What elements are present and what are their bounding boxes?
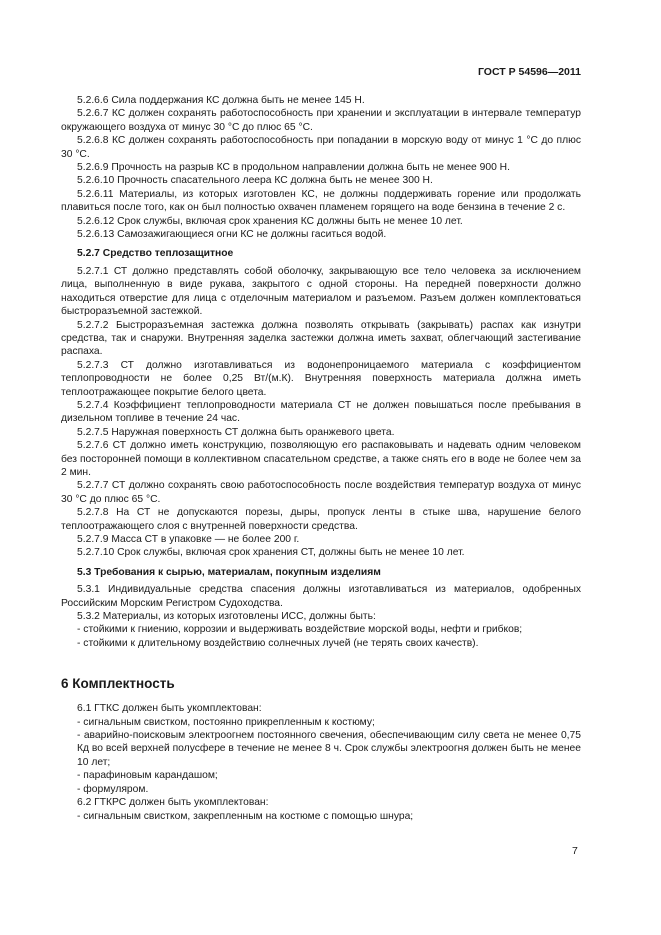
list-item: - парафиновым карандашом;	[77, 770, 218, 782]
list-item: - стойкими к длительному воздействию солнечных лучей (не терять своих качеств).	[77, 637, 479, 649]
paragraph: 5.2.7.3 СТ должно изготавливаться из водонепроницаемого материала с коэффициентом теплопроводности не более 0,25 Вт/(м.К). Внутренняя поверхность материала должна иметь теплоотражающее покрытие белого цвета.	[61, 359, 581, 398]
paragraph: 5.2.6.9 Прочность на разрыв КС в продольном направлении должна быть не менее 900 Н.	[77, 162, 510, 174]
section-heading: 5.2.7 Средство теплозащитное	[77, 248, 234, 260]
paragraph: 5.2.7.8 На СТ не допускаются порезы, дыры, пропуск ленты в стыке шва, нарушение белого теплоотражающего слоя с внутренней поверхности средства.	[61, 507, 581, 532]
paragraph: 5.2.7.9 Масса СТ в упаковке — не более 200 г.	[77, 534, 300, 545]
paragraph: 5.2.6.12 Срок службы, включая срок хранения КС должны быть не менее 10 лет.	[77, 215, 463, 227]
paragraph: 5.2.7.4 Коэффициент теплопроводности материала СТ не должен повышаться после пребывания в дизельном топливе в течение 24 час.	[61, 399, 581, 425]
paragraph: 5.3.1 Индивидуальные средства спасения должны изготавливаться из материалов, одобренных Российским Морским Регистром Судоходства.	[61, 584, 581, 609]
paragraph: 5.2.6.13 Самозажигающиеся огни КС не должны гаситься водой.	[77, 229, 387, 241]
paragraph: 5.2.7.10 Срок службы, включая срок хранения СТ, должны быть не менее 10 лет.	[77, 547, 465, 559]
chapter-heading: 6 Комплектность	[61, 676, 175, 692]
section-heading: 5.3 Требования к сырью, материалам, покупным изделиям	[77, 566, 381, 578]
list-item: - сигнальным свистком, постоянно прикрепленным к костюму;	[77, 716, 375, 728]
page-number: 7	[572, 845, 578, 857]
document-header: ГОСТ Р 54596—2011	[477, 66, 581, 78]
paragraph: 6.1 ГТКС должен быть укомплектован:	[77, 703, 262, 715]
paragraph: 5.2.7.7 СТ должно сохранять свою работоспособность после воздействия температур воздуха от минус 30 °С до плюс 65 °С.	[61, 480, 581, 505]
paragraph: 5.2.6.8 КС должен сохранять работоспособность при попадании в морскую воду от минус 1 °С до плюс 30 °С.	[61, 135, 581, 160]
paragraph: 5.2.7.1 СТ должно представлять собой оболочку, закрывающую все тело человека за исключением лица, выполненную в виде рукава, закрытого с одной стороны. На передней поверхности должно находиться отверстие для лица с отделочным материалом и разъемом. Разъем должен комплектоваться быстроразъемной застежкой.	[61, 265, 581, 318]
paragraph: 5.2.6.10 Прочность спасательного леера КС должна быть не менее 300 Н.	[77, 175, 433, 187]
paragraph: 5.2.6.11 Материалы, из которых изготовлен КС, не должны поддерживать горение или продолжать плавиться после того, как он был полностью охвачен пламенем горящего на воде бензина в течение 2 с.	[61, 188, 581, 214]
list-item: - стойкими к гниению, коррозии и выдерживать воздействие морской воды, нефти и грибков;	[77, 624, 523, 636]
page-content	[61, 94, 581, 823]
paragraph: 6.2 ГТКРС должен быть укомплектован:	[77, 797, 269, 809]
paragraph: 5.2.7.2 Быстроразъемная застежка должна позволять открывать (закрывать) распах как изнутри средства, так и снаружи. Внутренняя заделка застежки должна иметь захват, облегчающий застегивание распаха.	[61, 319, 581, 358]
paragraph: 5.2.7.5 Наружная поверхность СТ должна быть оранжевого цвета.	[77, 426, 395, 438]
list-item: - сигнальным свистком, закрепленным на костюме с помощью шнура;	[77, 810, 414, 822]
list-item: - формуляром.	[77, 783, 149, 795]
list-item: - аварийно-поисковым электроогнем постоянного свечения, обеспечивающим силу света не менее 0,75 Кд во всей верхней полусфере в течение не менее 8 ч. Срок службы электроогня должен быть не менее 10 лет;	[77, 730, 581, 768]
paragraph: 5.2.6.6 Сила поддержания КС должна быть не менее 145 Н.	[77, 95, 365, 106]
paragraph: 5.2.6.7 КС должен сохранять работоспособность при хранении и эксплуатации в интервале температур окружающего воздуха от минус 30 °С до плюс 65 °С.	[61, 108, 581, 133]
paragraph: 5.3.2 Материалы, из которых изготовлены ИСС, должны быть:	[77, 611, 376, 623]
paragraph: 5.2.7.6 СТ должно иметь конструкцию, позволяющую его распаковывать и надевать одним человеком без посторонней помощи в коллективном спасательном средстве, а также снять его в воде не более чем за 2 мин.	[61, 440, 581, 478]
